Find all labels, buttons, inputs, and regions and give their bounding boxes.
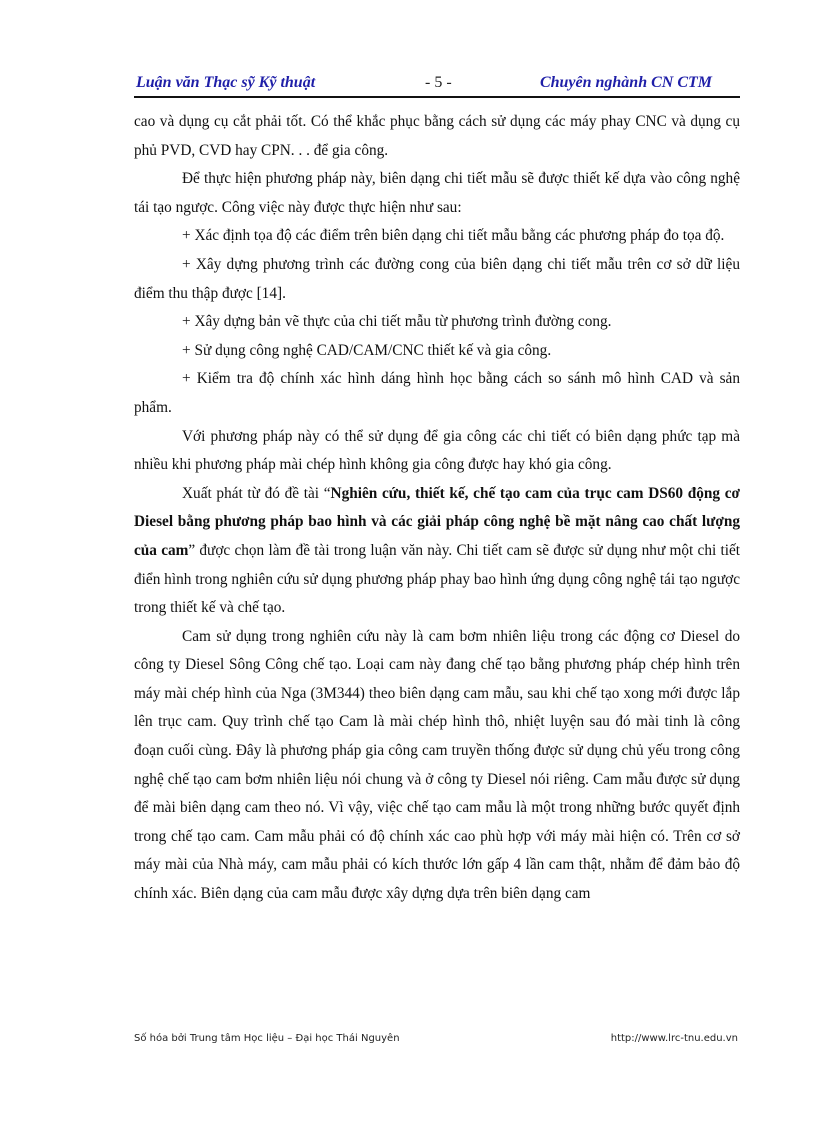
list-item: + Xác định tọa độ các điểm trên biên dạng chi tiết mẫu bằng các phương pháp đo tọa độ.: [182, 227, 725, 245]
page-header: [134, 72, 740, 98]
list-item: + Kiểm tra độ chính xác hình dáng hình học bằng cách so sánh mô hình CAD và sản phẩm.: [134, 370, 740, 416]
header-thesis-type: Luận văn Thạc sỹ Kỹ thuật: [136, 74, 316, 91]
page-body: [134, 108, 740, 909]
footer-digitized-by: Số hóa bởi Trung tâm Học liệu – Đại học Thái Nguyên: [134, 1033, 400, 1044]
header-specialty: Chuyên nghành CN CTM: [539, 74, 712, 91]
header-page-number: - 5 -: [425, 74, 452, 91]
list-item: + Xây dựng phương trình các đường cong của biên dạng chi tiết mẫu trên cơ sở dữ liệu điểm thu thập được [14].: [134, 255, 740, 302]
thesis-title: Nghiên cứu, thiết kế, chế tạo cam của trục cam DS60 động cơ Diesel bằng phương pháp bao hình và các giải pháp công nghệ bề mặt nâng cao chất lượng của cam: [134, 484, 741, 559]
footer-url: http://www.lrc-tnu.edu.vn: [610, 1033, 738, 1044]
topic-intro-text: Xuất phát từ đó đề tài “: [182, 484, 331, 502]
topic-continuation-text: ” được chọn làm đề tài trong luận văn này. Chi tiết cam sẽ được sử dụng như một chi tiết điển hình trong nghiên cứu sử dụng phương pháp phay bao hình ứng dụng công nghệ tái tạo ngược trong thiết kế và chế tạo.: [134, 541, 741, 617]
list-item: + Xây dựng bản vẽ thực của chi tiết mẫu từ phương trình đường cong.: [182, 313, 612, 331]
paragraph: Với phương pháp này có thể sử dụng để gia công các chi tiết có biên dạng phức tạp mà nhiều khi phương pháp mài chép hình không gia công được hay khó gia công.: [134, 427, 740, 474]
paragraph: cao và dụng cụ cắt phải tốt. Có thể khắc phục bằng cách sử dụng các máy phay CNC và dụng cụ phủ PVD, CVD hay CPN. . . để gia công.: [134, 113, 740, 159]
list-item: + Sử dụng công nghệ CAD/CAM/CNC thiết kế và gia công.: [182, 341, 552, 359]
paragraph: Để thực hiện phương pháp này, biên dạng chi tiết mẫu sẽ được thiết kế dựa vào công nghệ tái tạo ngược. Công việc này được thực hiện như sau:: [134, 170, 740, 216]
paragraph: Cam sử dụng trong nghiên cứu này là cam bơm nhiên liệu trong các động cơ Diesel do công ty Diesel Sông Công chế tạo. Loại cam này đang chế tạo bằng phương pháp chép hình trên máy mài chép hình của Nga (3M344) theo biên dạng cam mẫu, sau khi chế tạo xong mới được lắp lên trục cam. Quy trình chế tạo Cam là mài chép hình thô, nhiệt luyện sau đó mài tinh là công đoạn cuối cùng. Đây là phương pháp gia công cam truyền thống được sử dụng chủ yếu trong công nghệ chế tạo cam bơm nhiên liệu nói chung và ở công ty Diesel nói riêng. Cam mẫu được sử dụng để mài biên dạng cam theo nó. Vì vậy, việc chế tạo cam mẫu là một trong những bước quyết định trong chế tạo cam. Cam mẫu phải có độ chính xác cao phù hợp với máy mài hiện có. Trên cơ sở máy mài của Nhà máy, cam mẫu phải có kích thước lớn gấp 4 lần cam thật, nhằm để đảm bảo độ chính xác. Biên dạng của cam mẫu được xây dựng dựa trên biên dạng cam: [134, 627, 740, 903]
paragraph-topic: [134, 480, 740, 623]
